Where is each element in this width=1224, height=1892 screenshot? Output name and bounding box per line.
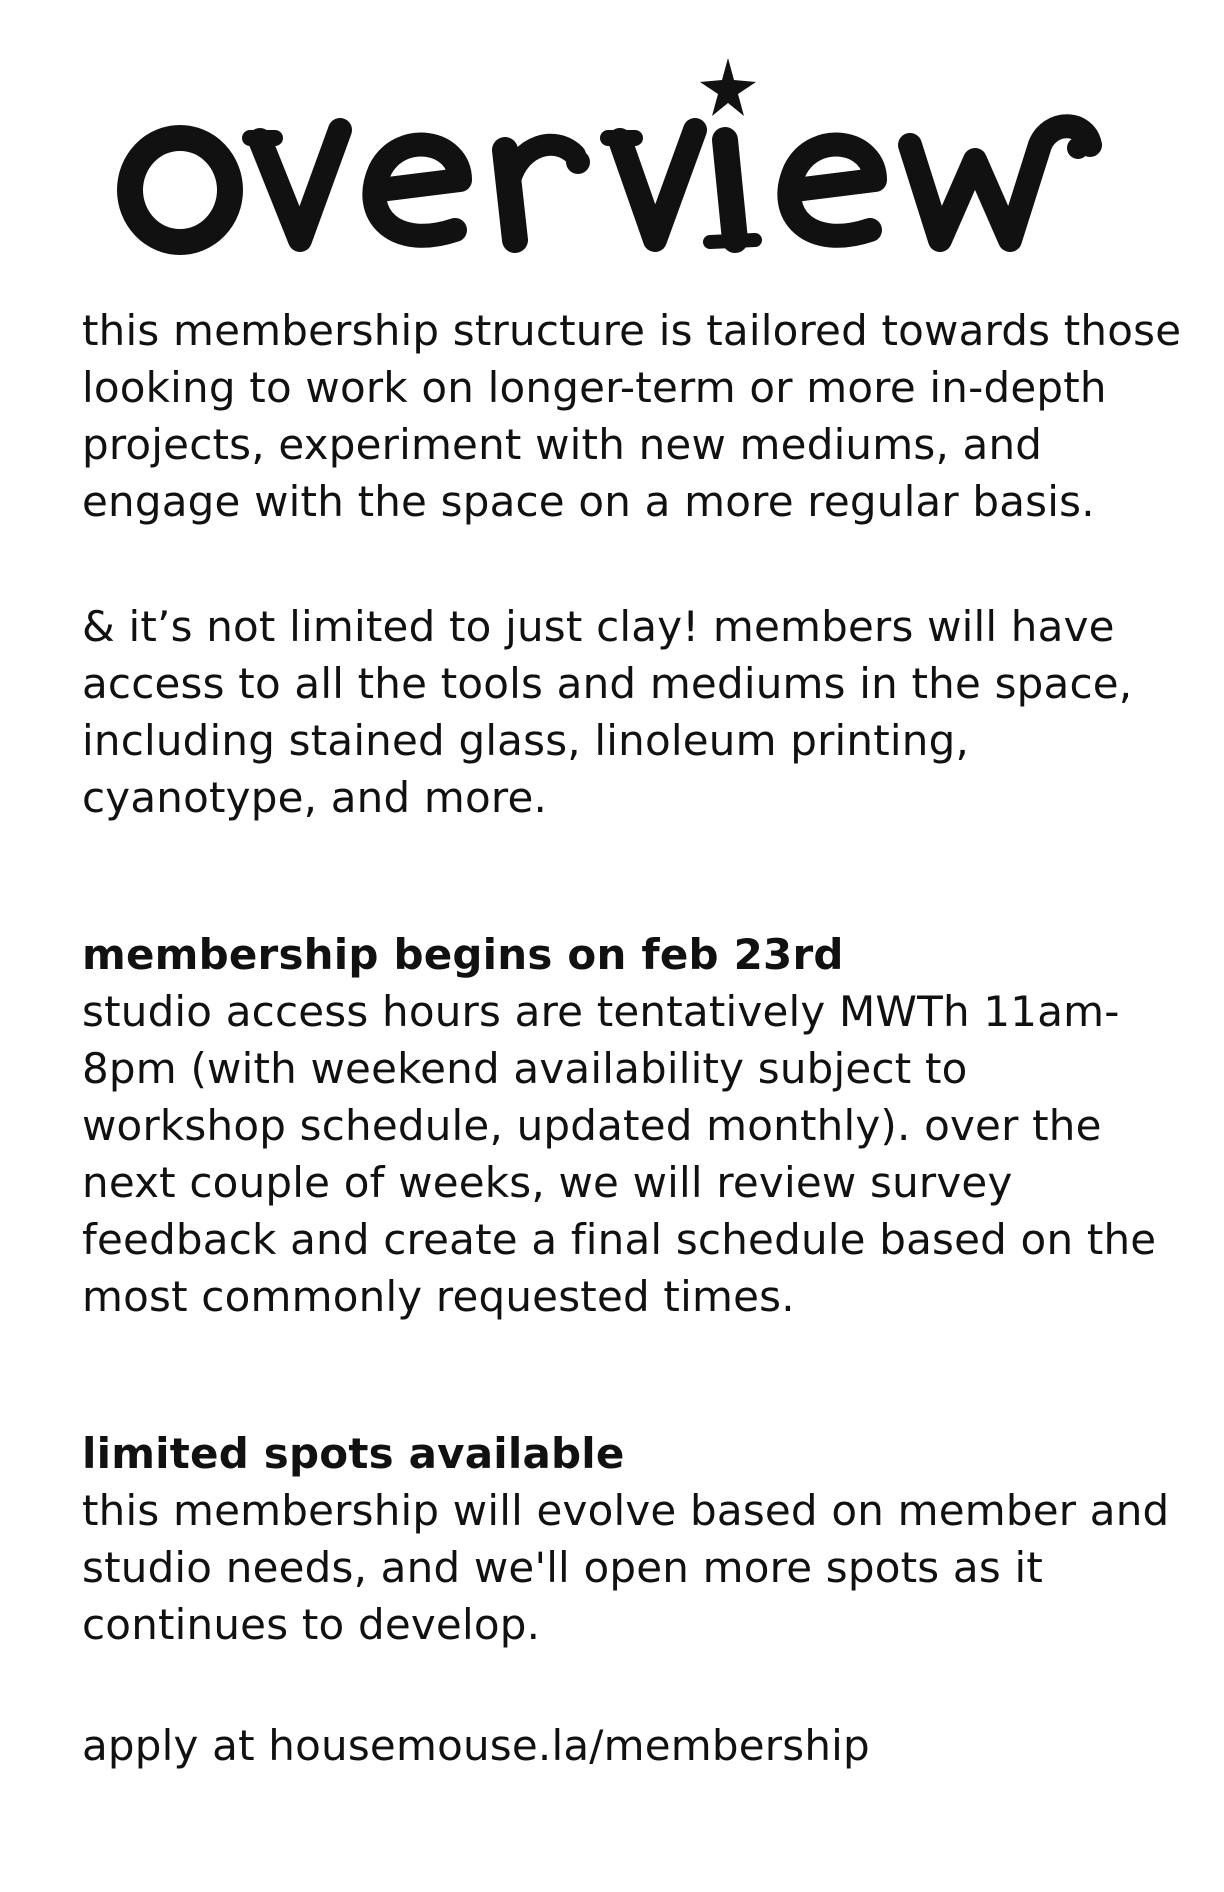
spots-paragraph: this membership will evolve based on member and studio needs, and we'll open more spots as it continues to develop. — [82, 1486, 1170, 1649]
schedule-section — [82, 926, 1182, 1325]
content-body — [82, 302, 1182, 1774]
title-lettering — [110, 40, 1120, 270]
apply-prefix: apply at — [82, 1721, 269, 1770]
handwritten-title-image — [110, 40, 1120, 270]
spots-section — [82, 1425, 1182, 1653]
intro-paragraph: this membership structure is tailored towards those looking to work on longer-term or more in-depth projects, experiment with new mediums, and engage with the space on a more regular basis. — [82, 306, 1182, 526]
schedule-paragraph: studio access hours are tentatively MWTh 11am-8pm (with weekend availability subject to workshop schedule, updated monthly). over the next couple of weeks, we will review survey feedback and create a final schedule based on the most commonly requested times. — [82, 987, 1157, 1321]
tools-paragraph: & it’s not limited to just clay! members will have access to all the tools and mediums in the space, including stained glass, linoleum printing, cyanotype, and more. — [82, 602, 1133, 822]
spots-heading: limited spots available — [82, 1429, 625, 1478]
schedule-heading: membership begins on feb 23rd — [82, 930, 844, 979]
membership-link[interactable]: housemouse.la/membership — [268, 1721, 870, 1770]
apply-line — [82, 1717, 1182, 1774]
